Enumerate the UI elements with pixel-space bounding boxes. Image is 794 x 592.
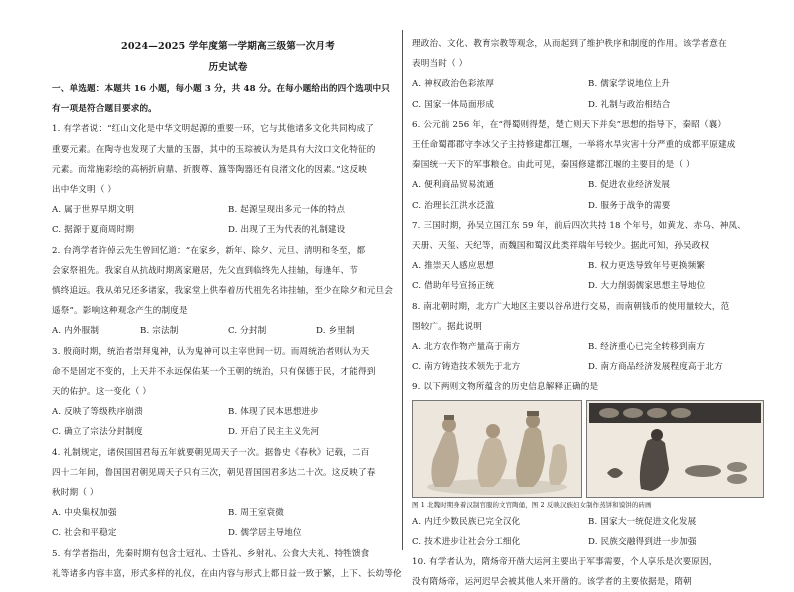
q2-line: 2. 台湾学者许倬云先生曾回忆道：“在家乡，新年、除夕、元旦、清明和冬至，都: [52, 245, 366, 256]
q8-option-c: C. 南方铸造技术领先于北方: [412, 362, 521, 373]
q1-option-b: B. 起源呈现出多元一体的特点: [228, 205, 346, 216]
q4-line: 四十二年间，鲁国国君朝见周天子只有三次，朝见晋国国君多达二十次。这反映了春: [52, 467, 376, 478]
q9-line: 9. 以下两则文物所蕴含的历史信息解释正确的是: [412, 382, 599, 393]
q8-option-d: D. 南方商品经济发展程度高于北方: [588, 362, 723, 373]
q9-figures: [412, 400, 764, 498]
q5-option-d: D. 礼制与政治相结合: [588, 99, 671, 110]
figure-caption: 图 1 北魏时期身着汉制官服的文官陶俑，图 2 反映汉族妇女制作蒸饼和馍饼的砖画: [412, 500, 652, 509]
q2-line: 会家祭祖先。我家自从抗战时期离家避居，先父直到临终先人挂轴，每逢年、节: [52, 265, 359, 276]
q6-option-b: B. 促进农业经济发展: [588, 180, 671, 191]
figurine-photo: [412, 400, 582, 498]
right-column: [412, 34, 764, 592]
q4-options: [52, 503, 404, 543]
q6-options: [412, 175, 764, 215]
q4-line: 秋时期（ ）: [52, 488, 99, 499]
q9-option-d: D. 民族交融得到进一步加强: [588, 536, 697, 547]
q5-line: 表明当时（ ）: [412, 59, 468, 70]
left-column: [52, 36, 404, 584]
q8-options: [412, 337, 764, 377]
q7-option-b: B. 权力更迭导致年号更换频繁: [588, 261, 706, 272]
q3-line: 命不是固定不变的，上天并不永远保佑某一个王朝的统治，只有保德于民，才能得到: [52, 366, 376, 377]
q8-option-b: B. 经济重心已完全转移到南方: [588, 342, 706, 353]
q2-option-d: D. 乡里制: [316, 326, 355, 337]
q10-line: 10. 有学者认为，隋炀帝开凿大运河主要出于军事需要，个人享乐是次要原因，: [412, 557, 718, 568]
q4-line: 4. 礼制规定，诸侯国国君每五年就要朝见周天子一次。据鲁史《春秋》记载，二百: [52, 447, 370, 458]
q5-line: 理政治、文化、教育宗教等观念，从而起到了维护秩序和制度的作用。该学者意在: [412, 39, 727, 49]
q8-option-a: A. 北方农作物产量高于南方: [412, 342, 521, 353]
q4-option-b: B. 周王室衰微: [228, 508, 284, 519]
exam-title: 2024—2025 学年度第一学期高三级第一次月考: [121, 41, 335, 52]
q6-option-d: D. 服务于战争的需要: [588, 200, 671, 211]
q8-line: 8. 南北朝时期，北方广大地区主要以谷帛进行交易，而南朝钱币的使用量较大，范: [412, 301, 730, 312]
q3-option-a: A. 反映了等级秩序崩溃: [52, 407, 143, 418]
q9-option-b: B. 国家大一统促进文化发展: [588, 516, 697, 527]
q10-line: 没有隋炀帝，运河迟早会被其他人来开凿的。该学者的主要依据是，隋朝: [412, 577, 692, 588]
q8-line: 围较广。据此说明: [412, 321, 482, 332]
q1-option-c: C. 据源于夏商周时期: [52, 225, 135, 236]
q3-line: 3. 殷商时期，统治者崇拜鬼神，认为鬼神可以主宰世间一切。而周统治者则认为天: [52, 346, 370, 357]
q4-option-a: A. 中央集权加强: [52, 508, 117, 519]
q3-option-d: D. 开启了民主主义先河: [228, 427, 320, 438]
q1-line: 元素。而常施彩绘的高柄折肩鼎、折腹尊、簋等陶器还有良渚文化的因素。”这反映: [52, 164, 368, 175]
q1-option-a: A. 属于世界早期文明: [52, 205, 135, 216]
q5-option-a: A. 神权政治色彩浓厚: [412, 79, 495, 90]
q2-line: 遥祭”。影响这种观念产生的制度是: [52, 306, 188, 317]
q2-option-c: C. 分封制: [228, 326, 267, 337]
q3-option-b: B. 体现了民本思想进步: [228, 407, 319, 418]
q2-options: [52, 321, 404, 341]
q6-option-a: A. 便利商品贸易流通: [412, 180, 495, 191]
q1-option-d: D. 出现了王为代表的礼制建设: [228, 225, 346, 236]
q3-options: [52, 402, 404, 442]
q6-option-c: C. 治理长江洪水泛滥: [412, 200, 495, 211]
q6-line: 6. 公元前 256 年，在“得蜀则得楚，楚亡则天下并矣”思想的指导下，秦昭（襄）: [412, 119, 727, 130]
q7-option-c: C. 借助年号宣扬正统: [412, 281, 495, 292]
q2-option-b: B. 宗法制: [140, 326, 179, 337]
q4-option-d: D. 儒学居主导地位: [228, 528, 302, 539]
q9-option-a: A. 内迁少数民族已完全汉化: [412, 516, 521, 527]
q3-option-c: C. 确立了宗法分封制度: [52, 427, 143, 438]
q3-line: 天的佑护。这一变化（ ）: [52, 387, 152, 398]
section-heading: 一、单选题：本题共 16 小题，每小题 3 分，共 48 分。在每小题给出的四个选项中只: [52, 84, 391, 94]
q7-options: [412, 256, 764, 296]
q5-line: 5. 有学者指出，先秦时期有包含士冠礼、士昏礼、乡射礼、公食大夫礼、特牲馈食: [52, 548, 370, 559]
q7-line: 7. 三国时期，孙吴立国江东 59 年，前后四次共持 18 个年号，如黄龙、赤乌、神凤、: [412, 220, 746, 231]
q7-option-a: A. 推崇天人感应思想: [412, 261, 495, 272]
q6-line: 王任命蜀郡郡守李冰父子主持修建都江堰，一举将水旱灾害十分严重的成都平原建成: [412, 140, 736, 151]
q6-line: 秦国统一天下的军事粮仓。由此可见，秦国修建都江堰的主要目的是（ ）: [412, 160, 695, 171]
q2-option-a: A. 内外服制: [52, 326, 100, 337]
exam-subtitle: 历史试卷: [208, 62, 248, 73]
q5-options: [412, 74, 764, 114]
q7-line: 天册、天玺、天纪等，而魏国和蜀汉此类祥瑞年号较少。据此可知，孙吴政权: [412, 241, 710, 252]
q1-line: 出中华文明（ ）: [52, 185, 117, 196]
brick-painting-photo: [586, 400, 764, 498]
q1-line: 1. 有学者说：“红山文化是中华文明起源的重要一环，它与其他诸多文化共同构成了: [52, 124, 374, 135]
q9-option-c: C. 技术进步让社会分工细化: [412, 536, 521, 547]
q5-option-c: C. 国家一体局面形成: [412, 99, 495, 110]
q5-option-b: B. 儒家学说地位上升: [588, 79, 671, 90]
q1-line: 重要元素。在陶寺也发现了大量的玉器，其中的玉琮被认为是具有大汶口文化特征的: [52, 144, 376, 155]
q5-line: 礼等诸多内容丰富，形式多样的礼仪，在由内容与形式上都日益一致于繁，上下、长幼等伦: [52, 568, 402, 579]
section-heading-cont: 有一项是符合题目要求的。: [52, 104, 157, 115]
q2-line: 慎终追远。我从弟兄还多诸家，我家堂上供奉着历代祖先名讳挂轴，至少在除夕和元旦会: [52, 286, 394, 297]
q9-options: [412, 512, 764, 552]
q7-option-d: D. 大力削弱儒家思想主导地位: [588, 281, 706, 292]
q4-option-c: C. 社会和平稳定: [52, 528, 117, 539]
q1-options: [52, 200, 404, 240]
